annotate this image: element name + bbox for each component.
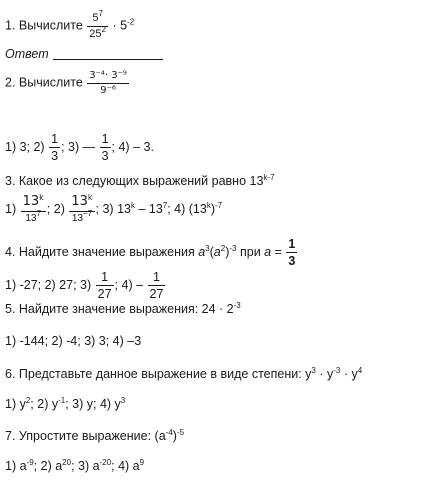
- question-1: [5, 9, 135, 40]
- question-4-label: 4. Найдите значение выражения: [5, 245, 195, 260]
- options-3: 1) $\frac{13^k}{13^7}$ ; 2) $\frac{13^k}{13^{-7}}$ ; 3) $13^k - 13^7$; 4) $(13^k)^{-7}$: [5, 193, 223, 224]
- question-1-fraction: $\frac{5^7}{25^2}$: [89, 9, 106, 40]
- answer-blank[interactable]: [53, 59, 163, 60]
- question-1-multiplier: · 5: [112, 18, 128, 33]
- question-3-label: 3. Какое из следующих выражений равно 13: [5, 174, 264, 188]
- question-2-label: 2. Вычислите: [5, 75, 83, 90]
- question-4: 4. Найдите значение выражения $a^3(a^2)^{-3}$ при a = $\frac{1}{3}$: [5, 237, 296, 269]
- question-7: 7. Упростите выражение: $(a^{-4})^{-5}$: [5, 428, 185, 443]
- options-6: 1) $y^2$; 2) $y^{-1}$; 3) y; 4) $y^3$: [5, 396, 126, 411]
- question-7-label: 7. Упростите выражение: (a: [5, 429, 166, 443]
- question-3: 3. Какое из следующих выражений равно 13$^{k-7}$: [5, 173, 275, 188]
- question-4-fraction: $\frac{1}{3}$: [288, 237, 296, 269]
- question-1-multiplier-exp: -2: [127, 17, 135, 27]
- question-2-fraction: $\frac{\text{3⁻⁴· 3⁻⁹}}{\text{9⁻⁶}}$: [89, 70, 127, 96]
- options-7: 1) $a^{-9}$; 2) $a^{20}$; 3) $a^{-20}$; 4) $a^9$: [5, 458, 145, 473]
- question-5: 5. Найдите значение выражения: $24 \cdot 2^{-3}$: [5, 301, 241, 316]
- answer-line: [5, 48, 163, 61]
- options-4-fraction-2: $\frac{1}{27}$: [149, 270, 164, 302]
- options-4: 1) -27; 2) 27; 3) $\frac{1}{27}$ ; 4) – $\frac{1}{27}$: [5, 270, 164, 302]
- answer-label: Ответ: [5, 47, 49, 61]
- question-5-label: 5. Найдите значение выражения: 24 · 2: [5, 302, 234, 316]
- question-6: 6. Представьте данное выражение в виде степени: $y^3 \cdot y^{-3} \cdot y^4$: [5, 366, 363, 381]
- options-2: 1) 3; 2) $\frac{1}{3}$ ; 3) — $\frac{1}{3}$ ; 4) – 3.: [5, 132, 154, 164]
- options-4-fraction-1: $\frac{1}{27}$: [97, 270, 112, 302]
- options-5: 1) -144; 2) -4; 3) 3; 4) –3: [5, 334, 142, 348]
- question-2: [5, 70, 130, 96]
- question-6-label: 6. Представьте данное выражение в виде степени: y: [5, 367, 312, 381]
- options-3-fraction-2: $\frac{13^k}{13^{-7}}$: [71, 193, 93, 224]
- options-2-fraction-1: $\frac{1}{3}$: [51, 132, 59, 164]
- options-2-fraction-2: $\frac{1}{3}$: [101, 132, 109, 164]
- options-3-fraction-1: $\frac{13^k}{13^7}$: [22, 193, 44, 224]
- question-1-label: 1. Вычислите: [5, 18, 83, 33]
